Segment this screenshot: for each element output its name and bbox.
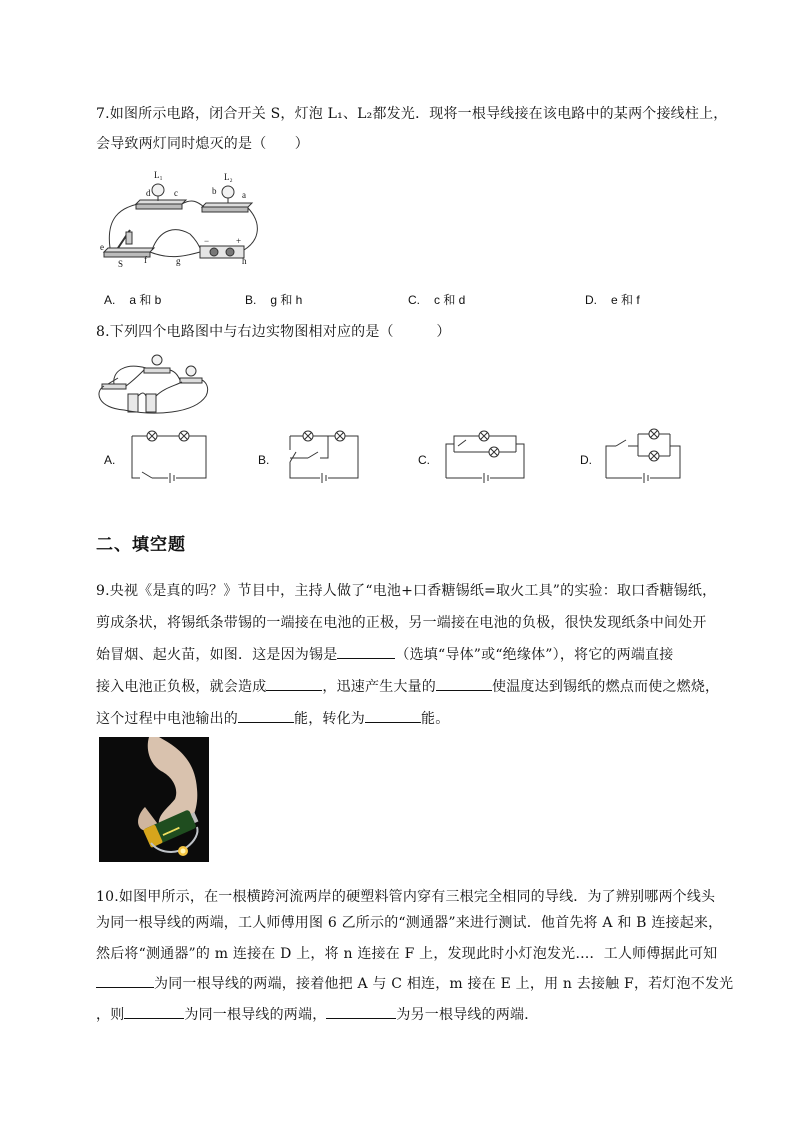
q9-blank-4[interactable] <box>238 710 294 723</box>
label-a: a <box>242 190 246 200</box>
q8-circuit-c[interactable] <box>444 428 526 482</box>
q9-blank-3[interactable] <box>436 678 492 691</box>
label-plus: + <box>236 236 242 246</box>
q10-text-line-3: 然后将“测通器”的 m 连接在 D 上，将 n 连接在 F 上，发现此时小灯泡发光…．工人师傅据此可知 <box>96 946 718 962</box>
q10-text-line-5: ，则 为同一根导线的两端， 为另一根导线的两端． <box>96 1007 539 1023</box>
svg-text:▬▬▬: ▬▬▬ <box>161 824 181 838</box>
label-e: e <box>100 242 104 252</box>
q8-text-line-1: 8.下列四个电路图中与右边实物图相对应的是（ ） <box>96 324 451 340</box>
q8-circuit-d[interactable] <box>604 426 684 484</box>
q7-option-d[interactable]: D. e 和 f <box>585 293 640 307</box>
label-b: b <box>212 186 217 196</box>
q9-blank-5[interactable] <box>365 710 421 723</box>
q9-text-line-3: 始冒烟、起火苗，如图．这是因为锡是 （选填“导体”或“绝缘体”），将它的两端直接 <box>96 647 674 663</box>
q8-circuit-b[interactable] <box>282 428 362 482</box>
q10-text-line-2: 为同一根导线的两端，工人师傅用图 6 乙所示的“测通器”来进行测试．他首先将 A 和 B 连接起来， <box>96 915 723 931</box>
q9-blank-2[interactable] <box>266 678 322 691</box>
q7-option-a[interactable]: A. a 和 b <box>104 293 162 307</box>
q9-text-line-2: 剪成条状，将锡纸条带锡的一端接在电池的正极，另一端接在电池的负极，很快发现纸条中间处开 <box>96 615 707 631</box>
q10-text-line-1: 10.如图甲所示，在一根横跨河流两岸的硬塑料管内穿有三根完全相同的导线．为了辨别哪两个线头 <box>96 889 716 905</box>
label-S: S <box>118 259 124 269</box>
q7-text-line-1: 7.如图所示电路，闭合开关 S，灯泡 L₁、L₂都发光．现将一根导线接在该电路中的某两个接线柱上， <box>96 106 728 122</box>
q7-option-c[interactable]: C. c 和 d <box>408 293 466 307</box>
q9-text-line-1: 9.央视《是真的吗？》节目中，主持人做了“电池+口香糖锡纸=取火工具”的实验：取口香糖锡纸， <box>96 583 717 599</box>
label-c: c <box>174 188 178 198</box>
label-d: d <box>146 188 151 198</box>
q9-blank-1[interactable] <box>337 646 395 659</box>
q8-option-b[interactable]: B. <box>258 453 270 467</box>
q7-option-b[interactable]: B. g 和 h <box>245 293 303 307</box>
label-g: g <box>176 256 181 266</box>
q10-blank-1[interactable] <box>96 975 154 988</box>
label-h: h <box>242 256 247 266</box>
q7-text-line-2: 会导致两灯同时熄灭的是（ ） <box>96 136 309 152</box>
q8-circuit-a[interactable] <box>130 428 210 482</box>
q10-blank-3[interactable] <box>326 1006 396 1019</box>
label-L2: L₂ <box>224 172 233 182</box>
q9-photo-battery-foil <box>99 737 209 862</box>
label-f: f <box>144 255 147 265</box>
q9-text-line-4: 接入电池正负极，就会造成 ，迅速产生大量的 使温度达到锡纸的燃点而使之燃烧， <box>96 679 720 695</box>
q8-option-c[interactable]: C. <box>418 453 430 467</box>
label-L1: L₁ <box>154 170 163 180</box>
q8-physical-circuit-figure <box>94 352 212 418</box>
q7-circuit-figure <box>100 168 265 268</box>
section-heading: 二、填空题 <box>96 535 186 555</box>
q10-text-line-4: 为同一根导线的两端，接着他把 A 与 C 相连，m 接在 E 上，用 n 去接触 F，若灯泡不发光 <box>96 973 733 993</box>
q8-option-d[interactable]: D. <box>580 453 592 467</box>
q9-text-line-5: 这个过程中电池输出的 能，转化为 能。 <box>96 711 450 727</box>
q8-option-a[interactable]: A. <box>104 453 116 467</box>
q10-blank-2[interactable] <box>124 1006 184 1019</box>
label-minus: − <box>204 236 210 246</box>
